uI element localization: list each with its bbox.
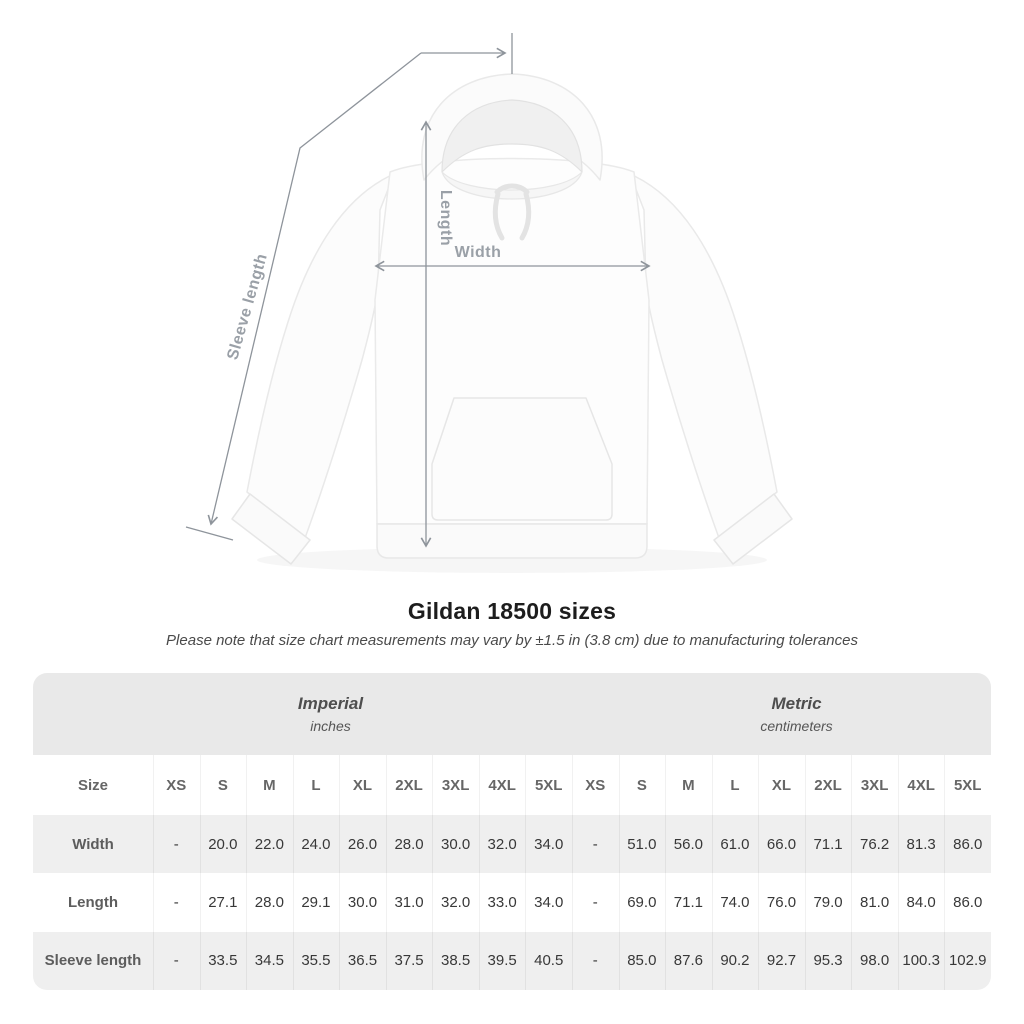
- metric-size-header: 3XL: [851, 755, 898, 815]
- metric-size-header: 4XL: [898, 755, 945, 815]
- width-imperial-value: 26.0: [339, 815, 386, 873]
- imperial-band-unit: inches: [310, 718, 351, 734]
- width-metric-value: -: [572, 815, 619, 873]
- width-metric-value: 51.0: [619, 815, 666, 873]
- length-imperial-value: 31.0: [386, 873, 433, 931]
- length-imperial-value: 30.0: [339, 873, 386, 931]
- length-label: Length: [437, 189, 454, 247]
- metric-size-header: 2XL: [805, 755, 852, 815]
- row-label-length: Length: [68, 893, 118, 911]
- sleeve-length-end-tick: [186, 527, 233, 540]
- length-metric-value: 81.0: [851, 873, 898, 931]
- width-imperial-value: 32.0: [479, 815, 526, 873]
- sleeve-imperial-value: 38.5: [432, 932, 479, 990]
- sleeve-length-label: Sleeve length: [224, 251, 271, 362]
- metric-size-header: XS: [572, 755, 619, 815]
- length-imperial-value: 28.0: [246, 873, 293, 931]
- length-imperial-value: 34.0: [525, 873, 572, 931]
- width-imperial-value: -: [153, 815, 200, 873]
- row-label-width: Width: [33, 815, 153, 873]
- width-metric-value: 61.0: [712, 815, 759, 873]
- width-imperial-value: 30.0: [432, 815, 479, 873]
- imperial-size-header: M: [246, 755, 293, 815]
- width-metric-value: 81.3: [898, 815, 945, 873]
- sleeve-metric-value: 87.6: [665, 932, 712, 990]
- sleeve-metric-value: 90.2: [712, 932, 759, 990]
- sleeve-metric-value: 85.0: [619, 932, 666, 990]
- pocket-shape: [432, 398, 612, 520]
- width-label: Width: [454, 244, 502, 261]
- width-metric-value: 71.1: [805, 815, 852, 873]
- length-imperial-value: 33.0: [479, 873, 526, 931]
- length-imperial-value: 32.0: [432, 873, 479, 931]
- imperial-size-header: S: [200, 755, 247, 815]
- width-imperial-value: 24.0: [293, 815, 340, 873]
- sleeve-imperial-value: 35.5: [293, 932, 340, 990]
- length-imperial-value: 29.1: [293, 873, 340, 931]
- right-sleeve-shape: [630, 174, 777, 538]
- sleeve-imperial-value: 37.5: [386, 932, 433, 990]
- imperial-size-header: XL: [339, 755, 386, 815]
- imperial-band: [33, 673, 572, 755]
- imperial-size-header: 2XL: [386, 755, 433, 815]
- hem-band-shape: [377, 524, 647, 558]
- imperial-size-header: 4XL: [479, 755, 526, 815]
- size-table: [33, 673, 991, 990]
- sleeve-imperial-value: 36.5: [339, 932, 386, 990]
- length-metric-value: 76.0: [758, 873, 805, 931]
- length-metric-value: 69.0: [619, 873, 666, 931]
- sleeve-imperial-value: 40.5: [525, 932, 572, 990]
- width-imperial-value: 20.0: [200, 815, 247, 873]
- width-imperial-value: 22.0: [246, 815, 293, 873]
- length-imperial-value: -: [153, 873, 200, 931]
- width-metric-value: 76.2: [851, 815, 898, 873]
- sleeve-imperial-value: -: [153, 932, 200, 990]
- page-title: Gildan 18500 sizes: [407, 598, 617, 624]
- imperial-band-title: Imperial: [297, 694, 364, 713]
- sleeve-imperial-value: 34.5: [246, 932, 293, 990]
- sleeve-metric-value: 95.3: [805, 932, 852, 990]
- length-metric-value: 74.0: [712, 873, 759, 931]
- sleeve-metric-value: 102.9: [944, 932, 991, 990]
- length-imperial-value: 27.1: [200, 873, 247, 931]
- metric-size-header: L: [712, 755, 759, 815]
- imperial-size-header: L: [293, 755, 340, 815]
- length-metric-value: 71.1: [665, 873, 712, 931]
- imperial-size-header: 5XL: [525, 755, 572, 815]
- metric-size-header: 5XL: [944, 755, 991, 815]
- sleeve-metric-value: 100.3: [898, 932, 945, 990]
- tolerance-note: Please note that size chart measurements may vary by ±1.5 in (3.8 cm) due to manufacturing tolerances: [166, 632, 858, 649]
- length-metric-value: -: [572, 873, 619, 931]
- sleeve-imperial-value: 33.5: [200, 932, 247, 990]
- imperial-size-header: 3XL: [432, 755, 479, 815]
- sleeve-metric-value: 98.0: [851, 932, 898, 990]
- width-metric-value: 56.0: [665, 815, 712, 873]
- metric-band: [572, 673, 991, 755]
- sleeve-metric-value: 92.7: [758, 932, 805, 990]
- sleeve-metric-value: -: [572, 932, 619, 990]
- metric-band-title: Metric: [771, 694, 822, 713]
- length-metric-value: 84.0: [898, 873, 945, 931]
- width-metric-value: 86.0: [944, 815, 991, 873]
- metric-size-header: XL: [758, 755, 805, 815]
- imperial-size-header: XS: [153, 755, 200, 815]
- length-metric-value: 79.0: [805, 873, 852, 931]
- metric-band-unit: centimeters: [760, 718, 833, 734]
- width-metric-value: 66.0: [758, 815, 805, 873]
- metric-size-header: M: [665, 755, 712, 815]
- left-sleeve-shape: [247, 174, 394, 538]
- sleeve-imperial-value: 39.5: [479, 932, 526, 990]
- length-metric-value: 86.0: [944, 873, 991, 931]
- metric-size-header: S: [619, 755, 666, 815]
- row-label-sleeve-length: Sleeve length: [33, 932, 153, 990]
- width-imperial-value: 28.0: [386, 815, 433, 873]
- width-imperial-value: 34.0: [525, 815, 572, 873]
- size-column-header: Size: [77, 776, 108, 794]
